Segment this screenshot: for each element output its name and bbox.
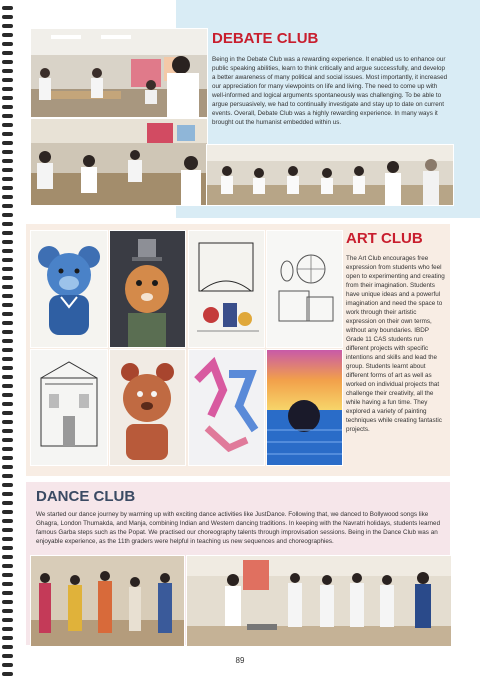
- binding-ring: [2, 555, 13, 559]
- binding-ring: [2, 114, 13, 118]
- art-photo-still-life: [188, 230, 265, 348]
- binding-ring: [2, 231, 13, 235]
- binding-ring: [2, 51, 13, 55]
- binding-ring: [2, 492, 13, 496]
- binding-ring: [2, 285, 13, 289]
- binding-ring: [2, 213, 13, 217]
- binding-ring: [2, 627, 13, 631]
- binding-ring: [2, 294, 13, 298]
- binding-ring: [2, 258, 13, 262]
- dance-club-text: We started our dance journey by warming up with exciting dance activities like JustDance. Following that, we danced to Bollywood songs like Ghagra, London Thumakda, and Manja, combining Indian and Western dancing traditions. In keeping with the Navratri holidays, students learned famous Garba steps such as the Popat. We practised our choreography talents through improvisation sessions. Being in the Dance Club was an enjoyable experience, as the 11th graders were helpful in teaching us new sequences and choreographies.: [36, 511, 441, 545]
- debate-photo-group: [206, 144, 454, 206]
- art-club-title: ART CLUB: [346, 230, 423, 247]
- dance-photo-rehearsal: [186, 555, 452, 647]
- binding-ring: [2, 222, 13, 226]
- binding-ring: [2, 672, 13, 676]
- binding-ring: [2, 267, 13, 271]
- art-photo-sunset: [266, 349, 343, 466]
- binding-ring: [2, 537, 13, 541]
- binding-ring: [2, 645, 13, 649]
- debate-club-title: DEBATE CLUB: [212, 30, 319, 47]
- binding-ring: [2, 591, 13, 595]
- binding-ring: [2, 87, 13, 91]
- binding-ring: [2, 150, 13, 154]
- binding-ring: [2, 528, 13, 532]
- binding-ring: [2, 429, 13, 433]
- spiral-binding: [0, 0, 16, 679]
- binding-ring: [2, 276, 13, 280]
- debate-club-text: Being in the Debate Club was a rewarding experience. It enabled us to enhance our public speaking abilities, learn to think critically and argue successfully, and develop a better awareness of many political and social issues. Most importantly, it increased our appreciation for many viewpoints on life and living. The need to come up with well-informed and logical arguments spontaneously was challenging. To be able to argue persuasively, we had to continually investigate and stay up to date on current events. Overall, Debate Club was a highly rewarding experience. In many ways it brought out the humanist embedded within us.: [212, 56, 448, 126]
- binding-ring: [2, 393, 13, 397]
- art-photo-letters: [188, 349, 265, 466]
- binding-ring: [2, 546, 13, 550]
- binding-ring: [2, 186, 13, 190]
- binding-ring: [2, 321, 13, 325]
- binding-ring: [2, 15, 13, 19]
- page-number: 89: [235, 656, 245, 665]
- binding-ring: [2, 177, 13, 181]
- binding-ring: [2, 42, 13, 46]
- binding-ring: [2, 168, 13, 172]
- binding-ring: [2, 573, 13, 577]
- binding-ring: [2, 384, 13, 388]
- art-photo-fox: [109, 230, 186, 348]
- binding-ring: [2, 483, 13, 487]
- binding-ring: [2, 204, 13, 208]
- binding-ring: [2, 600, 13, 604]
- binding-ring: [2, 69, 13, 73]
- binding-ring: [2, 357, 13, 361]
- binding-ring: [2, 159, 13, 163]
- art-photo-bear: [30, 230, 108, 348]
- binding-ring: [2, 411, 13, 415]
- binding-ring: [2, 582, 13, 586]
- binding-ring: [2, 564, 13, 568]
- binding-ring: [2, 420, 13, 424]
- binding-ring: [2, 618, 13, 622]
- binding-ring: [2, 609, 13, 613]
- binding-ring: [2, 348, 13, 352]
- binding-ring: [2, 141, 13, 145]
- binding-ring: [2, 366, 13, 370]
- binding-ring: [2, 78, 13, 82]
- binding-ring: [2, 6, 13, 10]
- binding-ring: [2, 330, 13, 334]
- binding-ring: [2, 465, 13, 469]
- binding-ring: [2, 438, 13, 442]
- binding-ring: [2, 132, 13, 136]
- art-photo-sketch: [266, 230, 343, 348]
- binding-ring: [2, 33, 13, 37]
- binding-ring: [2, 303, 13, 307]
- binding-ring: [2, 339, 13, 343]
- dance-photo-garba: [30, 555, 185, 647]
- binding-ring: [2, 60, 13, 64]
- art-photo-building: [30, 349, 108, 466]
- binding-ring: [2, 402, 13, 406]
- binding-ring: [2, 456, 13, 460]
- binding-ring: [2, 105, 13, 109]
- binding-ring: [2, 510, 13, 514]
- binding-ring: [2, 474, 13, 478]
- binding-ring: [2, 195, 13, 199]
- binding-ring: [2, 312, 13, 316]
- dance-club-title: DANCE CLUB: [36, 488, 136, 505]
- binding-ring: [2, 123, 13, 127]
- binding-ring: [2, 501, 13, 505]
- binding-ring: [2, 447, 13, 451]
- art-photo-mosaic-bear: [109, 349, 186, 466]
- binding-ring: [2, 519, 13, 523]
- binding-ring: [2, 375, 13, 379]
- debate-photo-students: [30, 118, 208, 206]
- binding-ring: [2, 240, 13, 244]
- binding-ring: [2, 24, 13, 28]
- debate-photo-classroom: [30, 28, 208, 118]
- art-club-text: The Art Club encourages free expression from students who feel open to experimenting and creating from their imagination. Students have unique ideas and a powerful imagination and need the space to work through their artistic expression on their own terms, without any boundaries. IBDP Grade 11 CAS students run different projects with specific intentions and skills and lead the group. Students learnt about different forms of art as well as worked on individual projects that challenge their creativity, all the while having a fun time. They explored a variety of painting techniques while creating fantastic projects.: [346, 255, 445, 433]
- binding-ring: [2, 249, 13, 253]
- binding-ring: [2, 96, 13, 100]
- binding-ring: [2, 636, 13, 640]
